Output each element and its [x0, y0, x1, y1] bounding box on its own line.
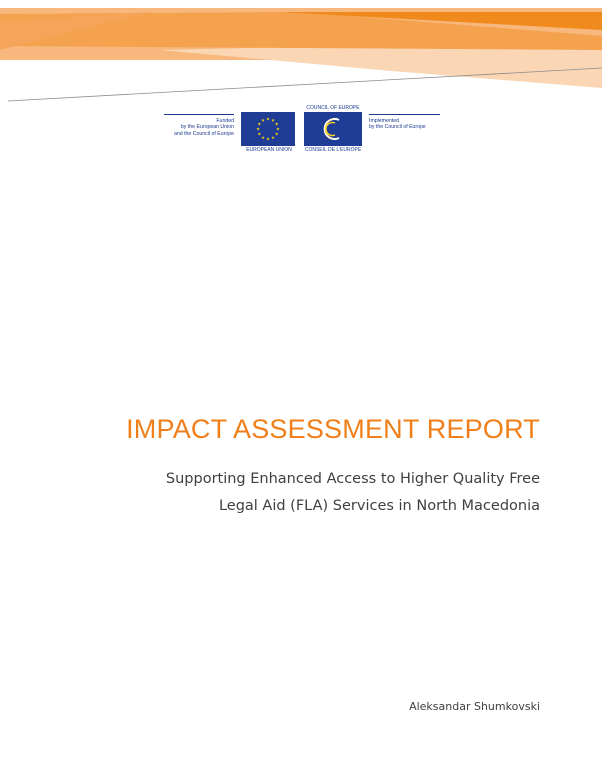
star-icon [271, 136, 274, 139]
star-icon [256, 127, 259, 130]
coe-logo-caption-bottom: CONSEIL DE L'EUROPE [304, 147, 362, 153]
subtitle-line-1: Supporting Enhanced Access to Higher Quality Free [165, 471, 540, 487]
star-icon [266, 137, 269, 140]
report-title: IMPACT ASSESSMENT REPORT [126, 414, 540, 444]
coe-logo-caption-top: COUNCIL OF EUROPE [306, 105, 360, 111]
star-icon [275, 122, 278, 125]
council-of-europe-logo [304, 105, 362, 153]
eu-logo-caption: EUROPEAN UNION [246, 147, 292, 153]
divider [164, 114, 234, 115]
star-icon [266, 117, 269, 120]
divider [369, 114, 440, 115]
funding-logos [164, 105, 440, 162]
star-icon [271, 119, 274, 122]
report-subtitle [120, 466, 540, 520]
star-icon [276, 127, 279, 130]
eu-logo [241, 112, 297, 153]
implemented-by-text: Implemented by the Council of Europe [369, 118, 426, 131]
funded-by-text: Funded by the European Union and the Council of Europe [174, 118, 234, 137]
council-of-europe-emblem-icon [304, 112, 362, 146]
funded-by-block [164, 114, 234, 137]
star-icon [261, 136, 264, 139]
star-icon [258, 132, 261, 135]
eu-flag-icon [241, 112, 295, 146]
banner-rule-line [8, 68, 602, 101]
decorative-header-banner [0, 0, 602, 110]
star-icon [258, 122, 261, 125]
implemented-by-block [369, 114, 440, 131]
star-icon [275, 132, 278, 135]
star-icon [261, 119, 264, 122]
author-name: Aleksandar Shumkovski [409, 700, 540, 713]
subtitle-line-2: Legal Aid (FLA) Services in North Macedonia [218, 498, 540, 514]
